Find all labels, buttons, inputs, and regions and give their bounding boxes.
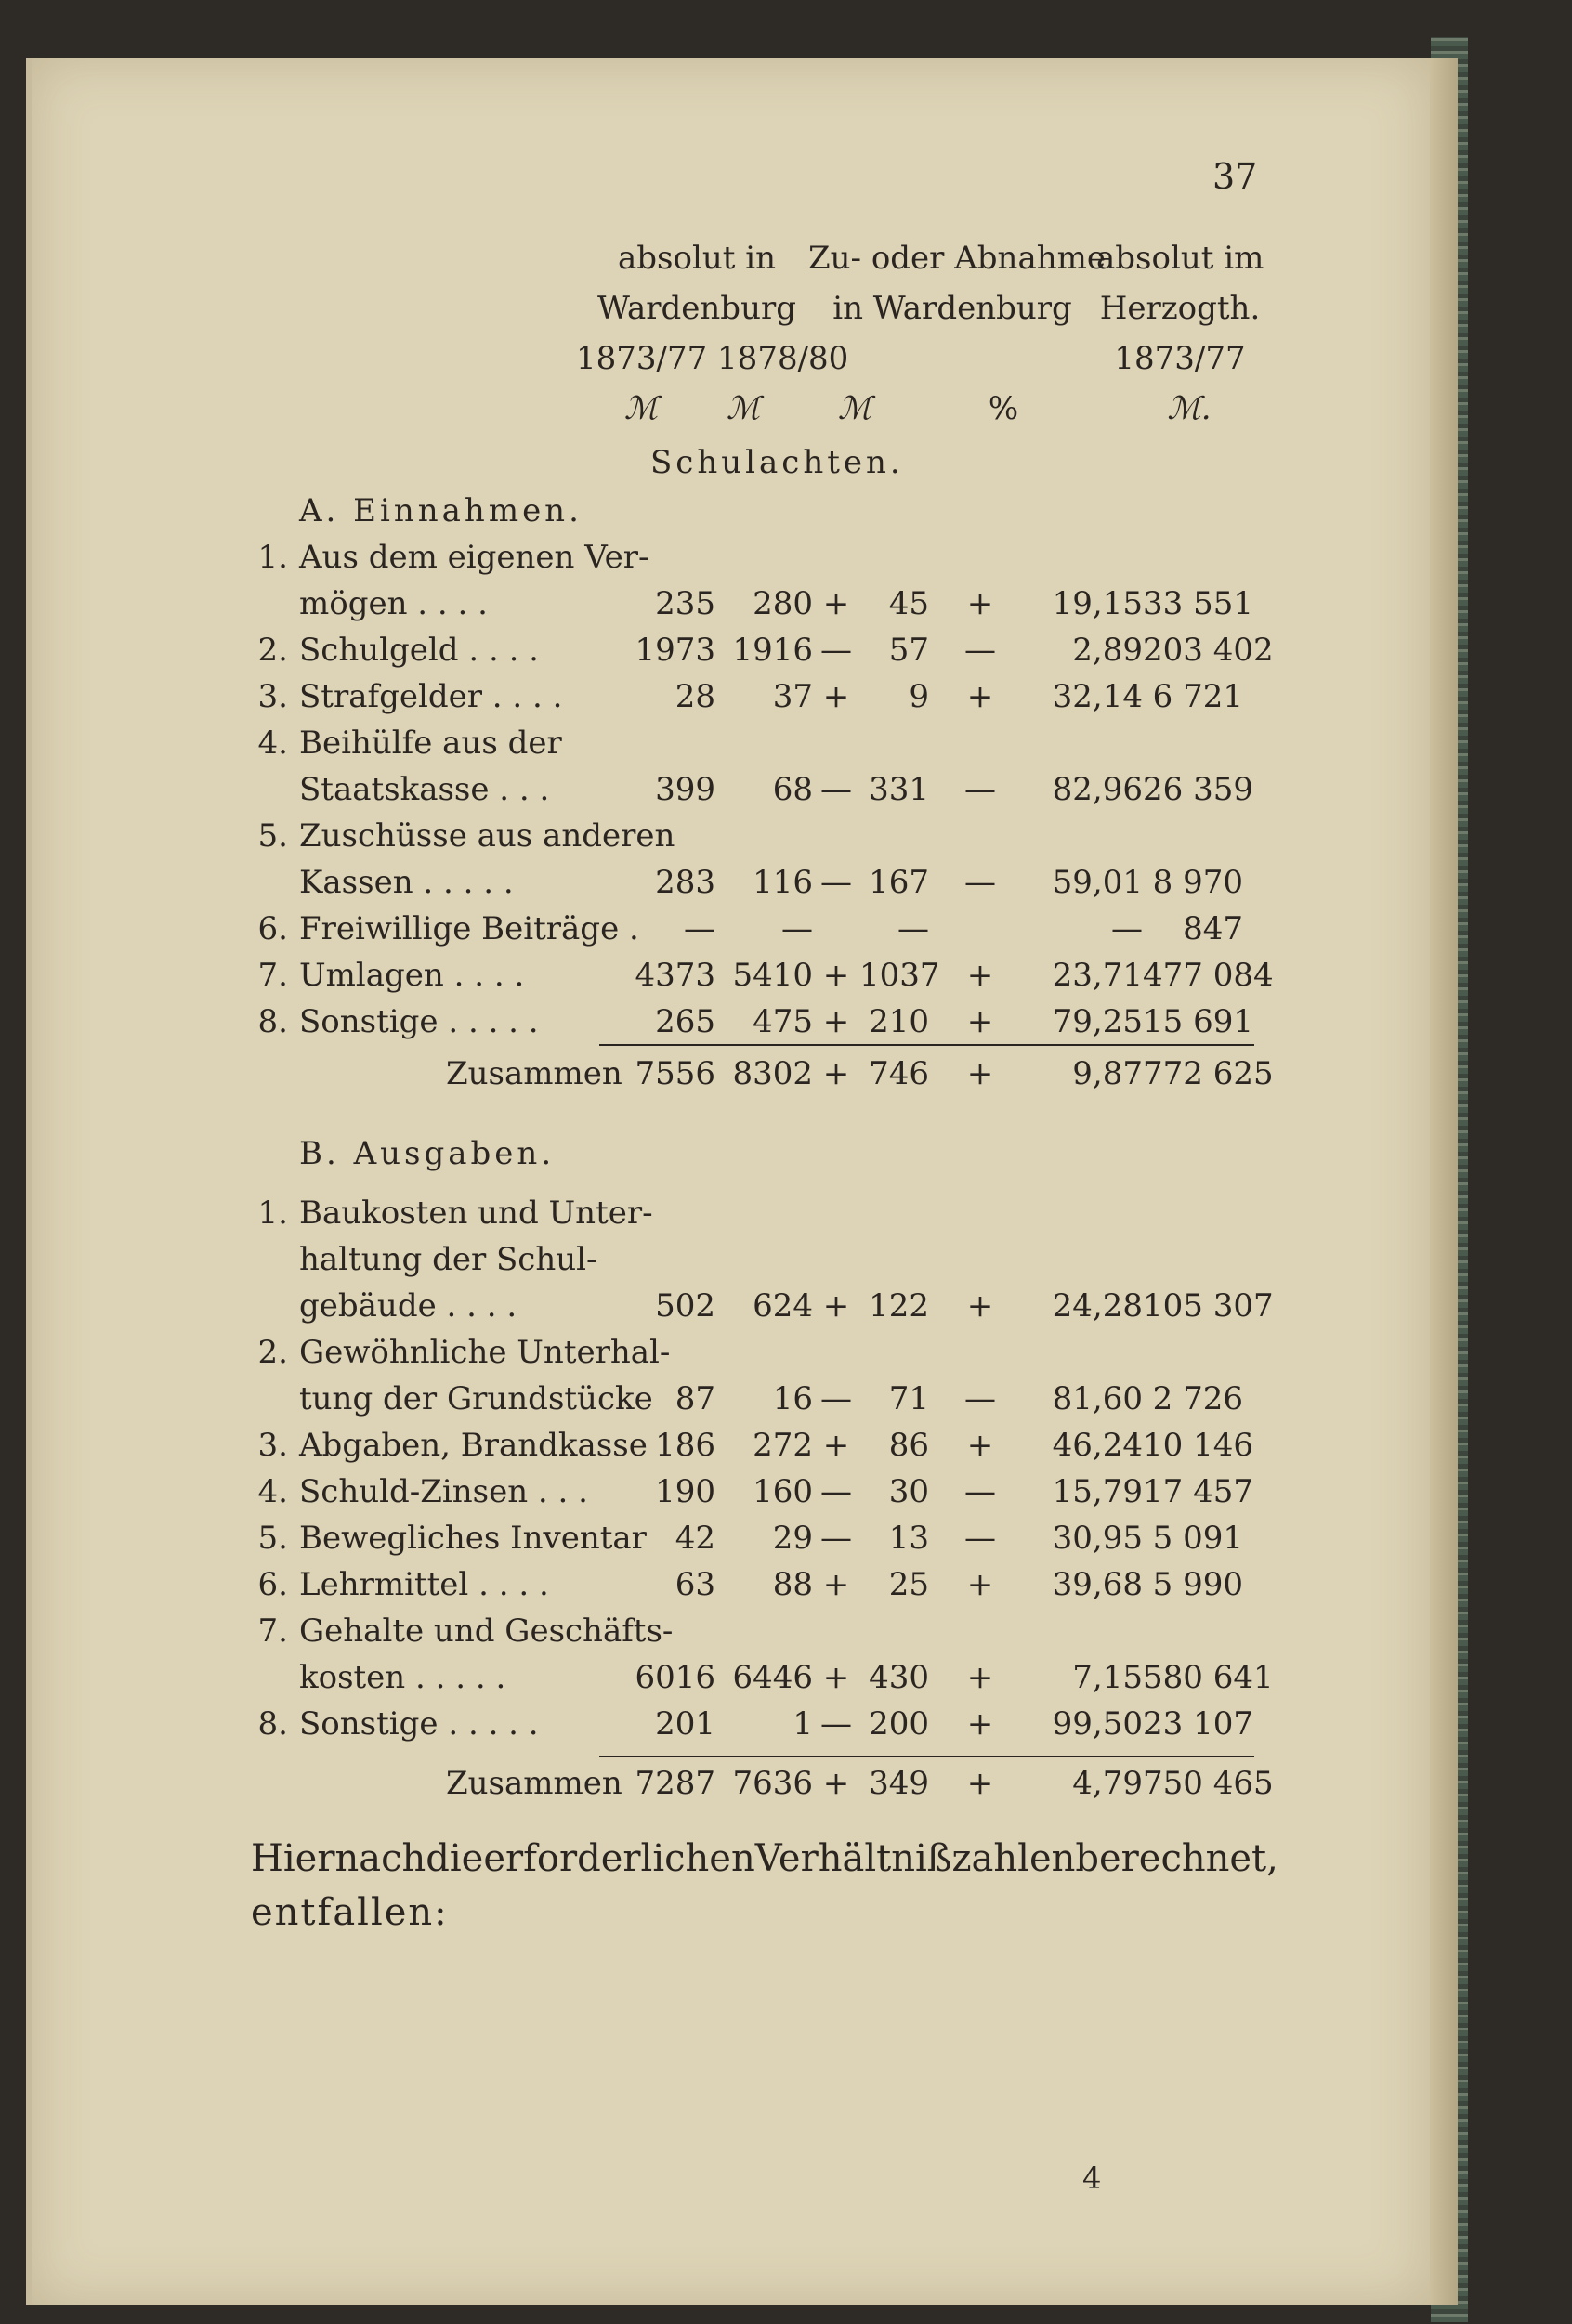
cell-pct: 19,15 [1052, 585, 1143, 622]
cell-num: 1. [257, 539, 288, 576]
cell-c1: 502 [655, 1287, 715, 1325]
cell-c5: 5 990 [1152, 1566, 1243, 1603]
cell-pct: 99,50 [1052, 1705, 1143, 1743]
cell-c5: 8 970 [1152, 864, 1243, 901]
cell-d1: 30 [888, 1473, 929, 1510]
page-gutter [1430, 58, 1458, 2305]
table-row [251, 1427, 1254, 1471]
cell-num: 7. [257, 1612, 288, 1650]
cell-num: 6. [257, 1566, 288, 1603]
cell-d1: 167 [869, 864, 929, 901]
cell-d1: 210 [869, 1003, 929, 1040]
cell-d1: 122 [869, 1287, 929, 1325]
cell-c2: 272 [753, 1427, 813, 1464]
closing-word: die [426, 1837, 484, 1880]
table-row [251, 1520, 1254, 1564]
cell-c2: 624 [753, 1287, 813, 1325]
cell-lbl: Sonstige . . . . . [299, 1705, 539, 1743]
cell-lbl: Gehalte und Geschäfts- [299, 1612, 674, 1650]
header-col2-line2: in Wardenburg [832, 290, 1072, 327]
cell-c1: 4373 [635, 957, 715, 994]
total-label: Zusammen [446, 1055, 622, 1092]
cell-pct: 39,68 [1052, 1566, 1143, 1603]
total-label: Zusammen [446, 1765, 622, 1802]
cell-num: 2. [257, 1334, 288, 1371]
cell-num: 1. [257, 1195, 288, 1232]
cell-c5: 5 091 [1152, 1520, 1243, 1557]
cell-num: 4. [257, 725, 288, 762]
cell-lbl: Gewöhnliche Unterhal- [299, 1334, 671, 1371]
cell-c1: 1973 [635, 632, 715, 669]
cell-c1: — [684, 910, 715, 947]
unit-mark-1: ℳ [623, 390, 659, 427]
total-d1: 349 [869, 1765, 929, 1802]
cell-lbl: Kassen . . . . . [299, 864, 514, 901]
cell-c2: 116 [753, 864, 813, 901]
cell-c1: 28 [675, 678, 715, 715]
cell-lbl: haltung der Schul- [299, 1241, 597, 1278]
header-col1-line2: Wardenburg [597, 290, 796, 327]
cell-lbl: Beihülfe aus der [299, 725, 562, 762]
total-c2: 7636 [732, 1765, 813, 1802]
einnahmen-heading: A. Einnahmen. [299, 492, 583, 529]
cell-lbl: Schuld-Zinsen . . . [299, 1473, 588, 1510]
cell-pct: 82,96 [1052, 771, 1143, 808]
cell-c5: 23 107 [1143, 1705, 1253, 1743]
table-row [251, 771, 1254, 816]
cell-num: 6. [257, 910, 288, 947]
cell-s1: — [820, 771, 852, 808]
cell-s1: + [822, 1566, 850, 1603]
cell-s2: + [966, 1659, 994, 1696]
cell-c5: 15 691 [1143, 1003, 1253, 1040]
cell-pct: 7,15 [1072, 1659, 1143, 1696]
section-title: Schulachten. [650, 444, 904, 481]
cell-pct: 79,25 [1052, 1003, 1143, 1040]
cell-c5: 105 307 [1143, 1287, 1274, 1325]
cell-d1: 86 [888, 1427, 929, 1464]
cell-d1: 430 [869, 1659, 929, 1696]
cell-c5: 26 359 [1143, 771, 1253, 808]
cell-pct: 24,28 [1052, 1287, 1143, 1325]
table-row [251, 1334, 1254, 1378]
cell-lbl: Staatskasse . . . [299, 771, 550, 808]
cell-s2: — [964, 632, 996, 669]
closing-word: Verhältnißzahlen [754, 1837, 1076, 1880]
cell-s2: + [966, 957, 994, 994]
cell-num: 4. [257, 1473, 288, 1510]
cell-d1: 200 [869, 1705, 929, 1743]
cell-pct: 46,24 [1052, 1427, 1143, 1464]
total-c2: 8302 [732, 1055, 813, 1092]
total-c5: 750 465 [1143, 1765, 1274, 1802]
ausgaben-sum-rule [599, 1756, 1254, 1757]
cell-s2: + [966, 1003, 994, 1040]
cell-num: 7. [257, 957, 288, 994]
cell-lbl: kosten . . . . . [299, 1659, 506, 1696]
cell-c5: 17 457 [1143, 1473, 1253, 1510]
cell-s2: — [964, 864, 996, 901]
cell-c2: 475 [753, 1003, 813, 1040]
header-col3-line1: absolut im [1096, 240, 1264, 277]
einnahmen-sum-rule [599, 1044, 1254, 1046]
unit-mark-2: ℳ [726, 390, 761, 427]
cell-s2: + [966, 1566, 994, 1603]
cell-num: 2. [257, 632, 288, 669]
cell-d1: 1037 [859, 957, 940, 994]
cell-c2: 160 [753, 1473, 813, 1510]
cell-c2: 88 [772, 1566, 813, 1603]
cell-d1: 25 [888, 1566, 929, 1603]
header-col3-year: 1873/77 [1114, 340, 1246, 377]
cell-num: 8. [257, 1705, 288, 1743]
table-row [251, 539, 1254, 583]
cell-s1: — [820, 632, 852, 669]
cell-lbl: Lehrmittel . . . . [299, 1566, 549, 1603]
total-d1: 746 [869, 1055, 929, 1092]
cell-c1: 283 [655, 864, 715, 901]
cell-lbl: Sonstige . . . . . [299, 1003, 539, 1040]
table-row [251, 864, 1254, 908]
cell-pct: 23,71 [1052, 957, 1143, 994]
header-col1-years: 1873/77 1878/80 [576, 340, 849, 377]
cell-d1: 13 [888, 1520, 929, 1557]
closing-line-1 [251, 1837, 1278, 1880]
cell-s2: — [964, 1520, 996, 1557]
cell-s1: + [822, 957, 850, 994]
total-c1: 7556 [635, 1055, 715, 1092]
cell-lbl: Baukosten und Unter- [299, 1195, 653, 1232]
table-row [251, 1003, 1254, 1048]
cell-num: 3. [257, 1427, 288, 1464]
cell-c5: 6 721 [1152, 678, 1243, 715]
cell-s2: — [964, 1380, 996, 1417]
total-row [251, 1055, 1274, 1100]
cell-d1: — [897, 910, 929, 947]
cell-s1: + [822, 1427, 850, 1464]
signature-mark: 4 [1082, 2161, 1102, 2196]
table-row [251, 585, 1254, 630]
cell-num: 5. [257, 1520, 288, 1557]
cell-c5: 847 [1183, 910, 1243, 947]
cell-c2: 1916 [732, 632, 813, 669]
cell-d1: 45 [888, 585, 929, 622]
table-row [251, 725, 1254, 769]
total-c1: 7287 [635, 1765, 715, 1802]
cell-s1: — [820, 1705, 852, 1743]
cell-lbl: Freiwillige Beiträge . [299, 910, 639, 947]
table-row [251, 1705, 1254, 1750]
table-row [251, 817, 1254, 862]
cell-s1: + [822, 678, 850, 715]
cell-c2: 68 [772, 771, 813, 808]
cell-d1: 331 [869, 771, 929, 808]
cell-c1: 265 [655, 1003, 715, 1040]
total-s2: + [966, 1765, 994, 1802]
cell-c5: 10 146 [1143, 1427, 1253, 1464]
cell-lbl: Zuschüsse aus anderen [299, 817, 675, 855]
cell-lbl: Schulgeld . . . . [299, 632, 539, 669]
closing-word: erforderlichen [483, 1837, 755, 1880]
cell-pct: 81,60 [1052, 1380, 1143, 1417]
cell-lbl: tung der Grundstücke [299, 1380, 653, 1417]
closing-word: berechnet, [1075, 1837, 1278, 1880]
total-s1: + [822, 1765, 850, 1802]
cell-pct: 32,14 [1052, 678, 1143, 715]
cell-lbl: Abgaben, Brandkasse [299, 1427, 648, 1464]
unit-mark-5: ℳ. [1167, 390, 1212, 427]
cell-s2: + [966, 1705, 994, 1743]
cell-lbl: Aus dem eigenen Ver- [299, 539, 649, 576]
cell-s2: + [966, 1427, 994, 1464]
cell-c2: 37 [772, 678, 813, 715]
cell-c5: 2 726 [1152, 1380, 1243, 1417]
table-row [251, 632, 1274, 676]
cell-num: 5. [257, 817, 288, 855]
cell-pct: 59,01 [1052, 864, 1143, 901]
cell-s2: — [964, 771, 996, 808]
cell-c2: 280 [753, 585, 813, 622]
total-c5: 772 625 [1143, 1055, 1274, 1092]
cell-s2: + [966, 1287, 994, 1325]
cell-s1: + [822, 585, 850, 622]
cell-c1: 201 [655, 1705, 715, 1743]
cell-c5: 580 641 [1143, 1659, 1274, 1696]
closing-line-2: entfallen: [251, 1891, 449, 1934]
cell-lbl: Bewegliches Inventar [299, 1520, 647, 1557]
header-col2-line1: Zu- oder Abnahme [808, 240, 1106, 277]
cell-c1: 63 [675, 1566, 715, 1603]
cell-s1: — [820, 1520, 852, 1557]
cell-s1: + [822, 1003, 850, 1040]
cell-c1: 399 [655, 771, 715, 808]
cell-c2: 29 [772, 1520, 813, 1557]
cell-c1: 190 [655, 1473, 715, 1510]
cell-s1: + [822, 1287, 850, 1325]
cell-s1: — [820, 1473, 852, 1510]
cell-c5: 33 551 [1143, 585, 1253, 622]
table-row [251, 1287, 1274, 1332]
cell-c5: 203 402 [1143, 632, 1274, 669]
table-row [251, 1195, 1254, 1239]
total-s1: + [822, 1055, 850, 1092]
cell-lbl: Strafgelder . . . . [299, 678, 563, 715]
header-col3-line2: Herzogth. [1099, 290, 1261, 327]
closing-word: Hiernach [251, 1837, 426, 1880]
cell-c2: — [781, 910, 813, 947]
table-row [251, 1612, 1254, 1657]
table-row [251, 1241, 1254, 1286]
cell-pct: — [1111, 910, 1143, 947]
unit-percent: % [988, 390, 1019, 427]
cell-pct: 30,95 [1052, 1520, 1143, 1557]
cell-d1: 9 [909, 678, 929, 715]
cell-s1: — [820, 864, 852, 901]
table-row [251, 678, 1254, 723]
cell-c5: 477 084 [1143, 957, 1274, 994]
cell-pct: 15,79 [1052, 1473, 1143, 1510]
cell-c1: 186 [655, 1427, 715, 1464]
cell-s1: + [822, 1659, 850, 1696]
cell-d1: 57 [888, 632, 929, 669]
cell-d1: 71 [888, 1380, 929, 1417]
unit-mark-3: ℳ [837, 390, 872, 427]
total-pct: 4,79 [1072, 1765, 1143, 1802]
cell-s2: + [966, 678, 994, 715]
cell-c2: 5410 [732, 957, 813, 994]
table-row [251, 1566, 1254, 1611]
total-s2: + [966, 1055, 994, 1092]
table-row [251, 957, 1274, 1001]
cell-c2: 1 [793, 1705, 813, 1743]
cell-s1: — [820, 1380, 852, 1417]
cell-c1: 6016 [635, 1659, 715, 1696]
cell-c2: 16 [772, 1380, 813, 1417]
cell-lbl: gebäude . . . . [299, 1287, 517, 1325]
table-row [251, 1659, 1274, 1704]
cell-c1: 87 [675, 1380, 715, 1417]
cell-lbl: Umlagen . . . . [299, 957, 525, 994]
page-number: 37 [1212, 156, 1258, 197]
cell-pct: 2,89 [1072, 632, 1143, 669]
total-pct: 9,87 [1072, 1055, 1143, 1092]
cell-c2: 6446 [732, 1659, 813, 1696]
header-col1-line1: absolut in [618, 240, 776, 277]
cell-s2: — [964, 1473, 996, 1510]
cell-c1: 42 [675, 1520, 715, 1557]
closing-sentence [251, 1837, 1278, 1934]
table-row [251, 910, 1254, 955]
table-row [251, 1473, 1254, 1518]
cell-num: 3. [257, 678, 288, 715]
cell-c1: 235 [655, 585, 715, 622]
cell-lbl: mögen . . . . [299, 585, 488, 622]
total-row [251, 1765, 1274, 1809]
cell-num: 8. [257, 1003, 288, 1040]
cell-s2: + [966, 585, 994, 622]
ausgaben-heading: B. Ausgaben. [299, 1135, 556, 1172]
table-row [251, 1380, 1254, 1425]
